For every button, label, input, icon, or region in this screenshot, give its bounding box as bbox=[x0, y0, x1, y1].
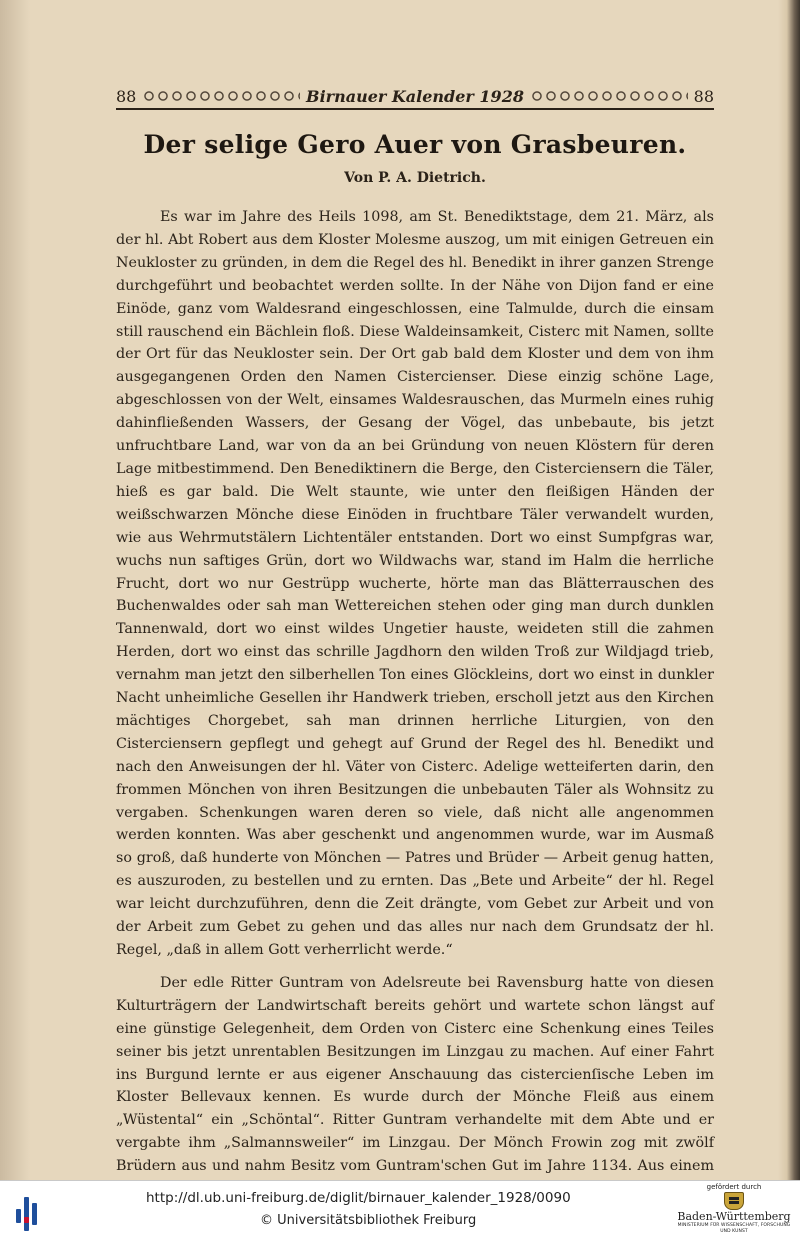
page-number-left: 88 bbox=[116, 86, 137, 106]
article-title: Der selige Gero Auer von Grasbeuren. bbox=[143, 130, 687, 159]
sponsor-label: gefördert durch bbox=[706, 1183, 762, 1191]
coat-of-arms-icon bbox=[724, 1192, 744, 1210]
article-body bbox=[116, 206, 714, 1180]
sponsor-logo bbox=[674, 1183, 794, 1237]
sponsor-name: Baden-Württemberg bbox=[677, 1210, 791, 1223]
ornament-left bbox=[142, 89, 300, 103]
paragraph-2: Der edle Ritter Guntram von Adelsreute bei Ravensburg hatte von diesen Kulturträgern der Landwirtschaft bereits gehört und wartete schon längst auf eine günstige Gelegenheit, dem Orden von Cisterc eine Schenkung eines Teiles seiner bis jetzt unrentablen Besitzungen im Linzgau zu machen. Auf einer Fahrt ins Burgund lernte er aus eigener Anschauung das cistercienſische Leben im Kloster Bellevaux kennen. Es wurde durch der Mönche Fleiß aus einem „Wüstental“ ein „Schöntal“. Ritter Guntram verhandelte mit dem Abte und er vergabte ihm „Salmannsweiler“ im Linzgau. Der Mönch Frowin zog mit zwölf Brüdern aus und nahm Besitz vom Guntram'schen Gut im Jahre 1134. Aus einem bbox=[116, 974, 714, 1175]
copyright-notice: © Universitätsbibliothek Freiburg bbox=[260, 1213, 477, 1228]
running-title: Birnauer Kalender 1928 bbox=[306, 86, 524, 106]
permalink-url[interactable]: http://dl.ub.uni-freiburg.de/diglit/birnauer_kalender_1928/0090 bbox=[146, 1190, 571, 1206]
page-number-right: 88 bbox=[693, 86, 714, 106]
paragraph-1: Es war im Jahre des Heils 1098, am St. Benediktstage, dem 21. März, als der hl. Abt Robert aus dem Kloster Molesme auszog, um mit einigen Getreuen ein Neukloster zu gründen, in dem die Regel des hl. Benedikt in ihrer ganzen Strenge durchgeführt und beobachtet werden sollte. In der Nähe von Dijon fand er eine Einöde, ganz vom Waldesrand eingeschlossen, eine Talmulde, durch die einsam still rauschend ein Bächlein floß. Diese Waldeinsamkeit, Cisterc mit Namen, sollte der Ort für das Neukloster sein. Der Ort gab bald dem Kloster und dem von ihm ausgegangenen Orden den Namen Cistercienser. Diese einzig schöne Lage, abgeschlossen von der Welt, einsames Waldesrauschen, das Murmeln eines ruhig dahinfließenden Wassers, der Gesang der Vögel, das unbebaute, bis jetzt unfruchtbare Land, war von da an bei Gründung von neuen Klöstern für deren Lage mitbestimmend. Den Benediktinern die Berge, den Cisterciensern die Täler, hieß es gar bald. Die Welt staunte, wie unter den fleißigen Händen der weißschwarzen Mönche diese Einöden in fruchtbare Täler verwandelt wurden, wie aus Wehrmutstälern Lichtentäler entstanden. Dort wo einst Sumpfgras war, wuchs nun saftiges Grün, dort wo Wildwachs war, stand im Halm die herrliche Frucht, dort wo nur Gestrüpp wucherte, hörte man das Blätterrauschen des Buchenwaldes oder sah man Wettereichen stehen oder ging man durch dunklen Tannenwald, dort wo einst wildes Ungetier hauste, weideten still die zahmen Herden, dort wo einst das schrille Jagdhorn den wilden Troß zur Wildjagd trieb, vernahm man jetzt den silberhellen Ton eines Glöckleins, dort wo einst in dunkler Nacht unheimliche Gesellen ihr Handwerk trieben, erscholl jetzt aus den Kirchen mächtiges Chorgebet, sah man drinnen herrliche Liturgien, von den Cisterciensern gepflegt und gehegt auf Grund der Regel des hl. Benedikt und nach den Anweisungen der hl. Väter von Cisterc. Adelige wetteiferten darin, den frommen Mönchen von ihren Besitzungen die unbebauten Täler als Wohnsitz zu vergaben. Schenkungen waren deren so viele, daß nicht alle angenommen werden konnten. Was aber geschenkt und angenommen wurde, war im Ausmaß so groß, daß hunderte von Mönchen — Patres und Brüder — Arbeit genug hatten, es auszuroden, zu bestellen und zu ernten. Das „Bete und Arbeite“ der hl. Regel war leicht durchzuführen, denn die Zeit drängte, vom Gebet zur Arbeit und von der Arbeit zum Gebet zu gehen und das alles nur nach dem Grundsatz der hl. Regel, „daß in allem Gott verherrlicht werde.“ bbox=[116, 209, 715, 958]
viewer-footer bbox=[0, 1180, 800, 1239]
header-rule bbox=[116, 108, 714, 110]
sponsor-ministry: MINISTERIUM FÜR WISSENSCHAFT, FORSCHUNG UND KUNST bbox=[677, 1223, 791, 1234]
book-binding-edge bbox=[778, 0, 800, 1180]
page-gutter-shadow bbox=[0, 0, 30, 1180]
running-header bbox=[116, 84, 714, 108]
article-author: Von P. A. Dietrich. bbox=[344, 170, 486, 186]
ub-freiburg-logo-icon bbox=[14, 1191, 44, 1231]
ornament-right bbox=[530, 89, 688, 103]
